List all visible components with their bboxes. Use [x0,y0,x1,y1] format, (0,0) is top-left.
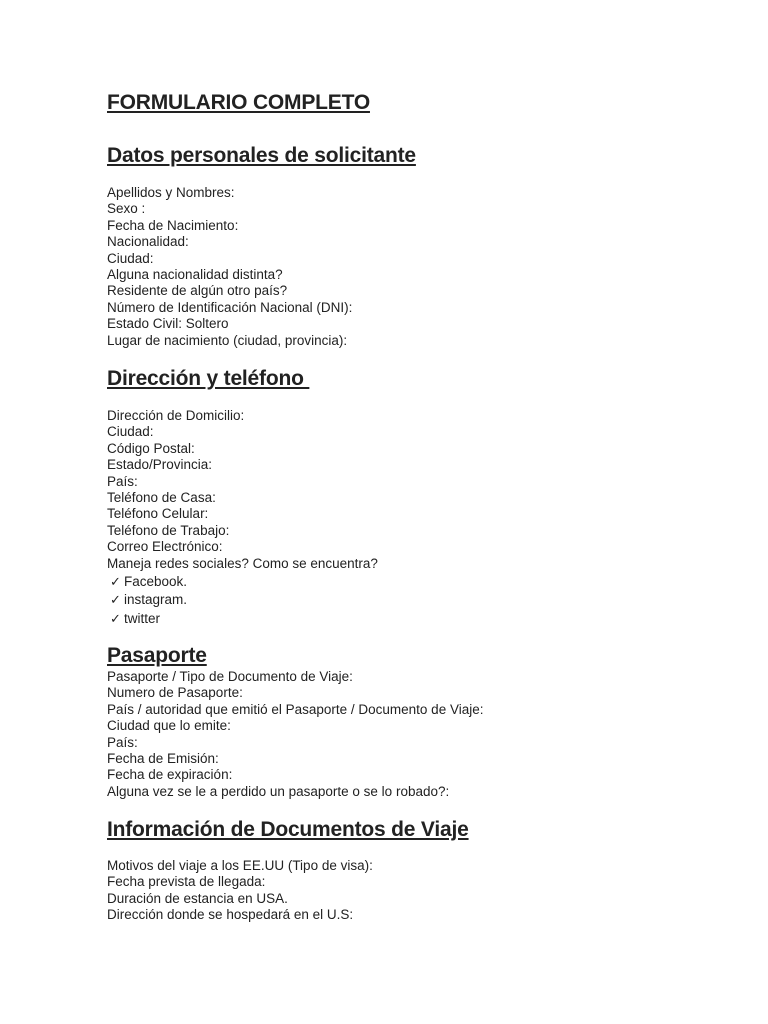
social-networks-checklist [107,573,187,628]
document-title: FORMULARIO COMPLETO [107,91,370,114]
text-line: Dirección de Domicilio: [107,408,245,423]
checkmark-icon: ✓ [110,575,121,590]
text-line: Fecha de Emisión: [107,750,219,766]
text-line: Estado/Provincia: [107,457,213,473]
text-line: Nacionalidad: [107,234,189,250]
text-line: País: [107,734,138,750]
text-line: Estado Civil: Soltero [107,316,229,332]
section-heading-direccion-telefono: Dirección y teléfono [107,367,310,390]
checkmark-icon: ✓ [110,611,121,627]
checklist-item-twitter [107,610,187,628]
text-line: Pasaporte / Tipo de Documento de Viaje: [107,669,353,684]
text-line: Sexo : [107,201,146,217]
text-line: Lugar de nacimiento (ciudad, provincia): [107,332,348,348]
text-line: Apellidos y Nombres: [107,185,235,200]
checklist-item-facebook [107,573,187,591]
section-lines-documentos-viaje [107,858,373,924]
text-line: Teléfono de Trabajo: [107,522,230,538]
section-heading-datos-personales: Datos personales de solicitante [107,144,416,167]
text-line: Teléfono de Casa: [107,489,216,505]
text-line: Numero de Pasaporte: [107,685,243,701]
text-line: Número de Identificación Nacional (DNI): [107,299,353,315]
section-lines-pasaporte [107,669,483,800]
text-line: Fecha prevista de llegada: [107,874,266,890]
text-line: Duración de estancia en USA. [107,890,288,906]
text-line: Ciudad: [107,424,154,440]
checklist-item-label: twitter [124,610,161,626]
section-lines-direccion-telefono [107,408,378,572]
checklist-item-label: instagram. [124,592,188,608]
checklist-item-instagram [107,591,187,609]
text-line: Maneja redes sociales? Como se encuentra? [107,555,378,571]
text-line: Fecha de Nacimiento: [107,217,239,233]
section-heading-pasaporte: Pasaporte [107,644,207,667]
section-lines-datos-personales [107,185,352,349]
text-line: Correo Electrónico: [107,539,223,555]
text-line: Ciudad: [107,250,154,266]
text-line: País / autoridad que emitió el Pasaporte / Documento de Viaje: [107,701,484,717]
text-line: Dirección donde se hospedará en el U.S: [107,907,354,923]
checklist-item-label: Facebook. [124,574,188,589]
text-line: Alguna vez se le a perdido un pasaporte o se lo robado?: [107,783,450,799]
text-line: Motivos del viaje a los EE.UU (Tipo de visa): [107,858,373,873]
text-line: Código Postal: [107,440,195,456]
text-line: Teléfono Celular: [107,506,209,522]
section-heading-documentos-viaje: Información de Documentos de Viaje [107,818,469,841]
text-line: Residente de algún otro país? [107,283,288,299]
text-line: Fecha de expiración: [107,767,233,783]
text-line: Ciudad que lo emite: [107,718,231,734]
checkmark-icon: ✓ [110,593,121,609]
text-line: País: [107,473,138,489]
text-line: Alguna nacionalidad distinta? [107,266,283,282]
